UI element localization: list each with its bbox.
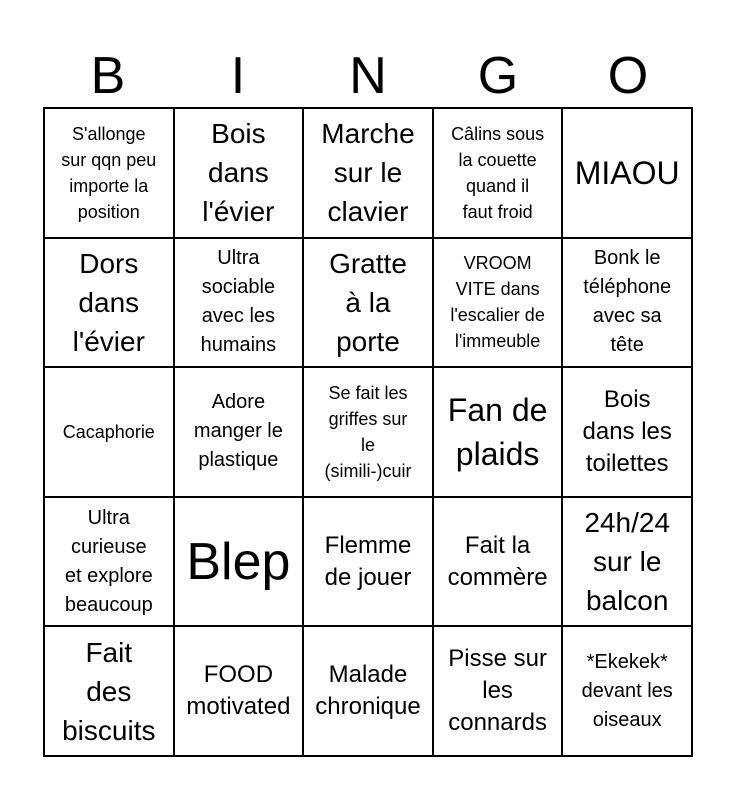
bingo-cell[interactable] (433, 626, 563, 756)
bingo-cell[interactable] (303, 497, 433, 627)
bingo-cell-text: Flemme de jouer (324, 531, 412, 591)
bingo-cell[interactable] (433, 367, 563, 497)
bingo-cell-text: Adore manger le plastique (193, 391, 283, 472)
bingo-cell-text: FOOD motivated (186, 661, 291, 721)
bingo-cell-text: Cacaphorie (62, 421, 155, 442)
bingo-cell-text: Bois dans les toilettes (582, 385, 672, 477)
bingo-cell[interactable] (174, 108, 304, 238)
header-letter-i: I (230, 47, 246, 105)
bingo-cell[interactable] (562, 238, 692, 368)
header-letter-g: G (477, 47, 519, 105)
bingo-cell[interactable] (303, 626, 433, 756)
bingo-cell-text: MIAOU (574, 154, 680, 191)
bingo-cell[interactable] (433, 108, 563, 238)
bingo-cell-text: Fait la commère (447, 531, 548, 591)
bingo-cell[interactable] (562, 367, 692, 497)
bingo-cell[interactable] (562, 626, 692, 756)
bingo-cell-text: Marche sur le clavier (321, 118, 415, 228)
bingo-cell[interactable] (303, 367, 433, 497)
bingo-header (43, 45, 693, 107)
bingo-cell-text: 24h/24 sur le balcon (584, 507, 671, 617)
bingo-cell[interactable] (562, 108, 692, 238)
bingo-cell-text: Bonk le téléphone avec sa tête (583, 247, 672, 357)
bingo-cell-text: Malade chronique (315, 661, 421, 721)
bingo-grid (43, 107, 693, 757)
header-letter-n: N (349, 47, 387, 105)
bingo-cell-text: Bois dans l'évier (202, 118, 275, 228)
bingo-cell[interactable] (44, 238, 174, 368)
bingo-cell[interactable] (44, 108, 174, 238)
bingo-cell[interactable] (174, 626, 304, 756)
bingo-cell-text: Blep (186, 532, 291, 591)
bingo-cell-text: Fan de plaids (447, 391, 548, 472)
bingo-cell[interactable] (44, 497, 174, 627)
bingo-cell-text: Gratte à la porte (329, 247, 407, 357)
bingo-cell-text: Pisse sur les connards (448, 645, 547, 737)
header-letter-o: O (607, 47, 649, 105)
bingo-cell[interactable] (433, 238, 563, 368)
bingo-cell-text: *Ekekek* devant les oiseaux (581, 650, 673, 731)
bingo-cell-text: VROOM VITE dans l'escalier de l'immeuble (450, 253, 545, 352)
bingo-cell[interactable] (174, 367, 304, 497)
bingo-cell-text: Ultra sociable avec les humains (200, 247, 277, 357)
bingo-cell[interactable] (44, 626, 174, 756)
bingo-cell-text: Ultra curieuse et explore beaucoup (64, 506, 153, 616)
bingo-cell-text: Fait des biscuits (62, 636, 156, 746)
bingo-cell-text: Dors dans l'évier (72, 247, 145, 357)
bingo-cell[interactable] (303, 108, 433, 238)
bingo-cell[interactable] (303, 238, 433, 368)
bingo-cell-text: Se fait les griffes sur le (simili-)cuir (324, 382, 412, 481)
bingo-cell-text: S'allonge sur qqn peu importe la position (61, 123, 157, 222)
bingo-cell[interactable] (174, 497, 304, 627)
bingo-cell-text: Câlins sous la couette quand il faut froid (451, 123, 545, 222)
bingo-cell[interactable] (433, 497, 563, 627)
header-letter-b: B (90, 47, 126, 105)
bingo-cell[interactable] (174, 238, 304, 368)
bingo-cell[interactable] (44, 367, 174, 497)
bingo-cell[interactable] (562, 497, 692, 627)
